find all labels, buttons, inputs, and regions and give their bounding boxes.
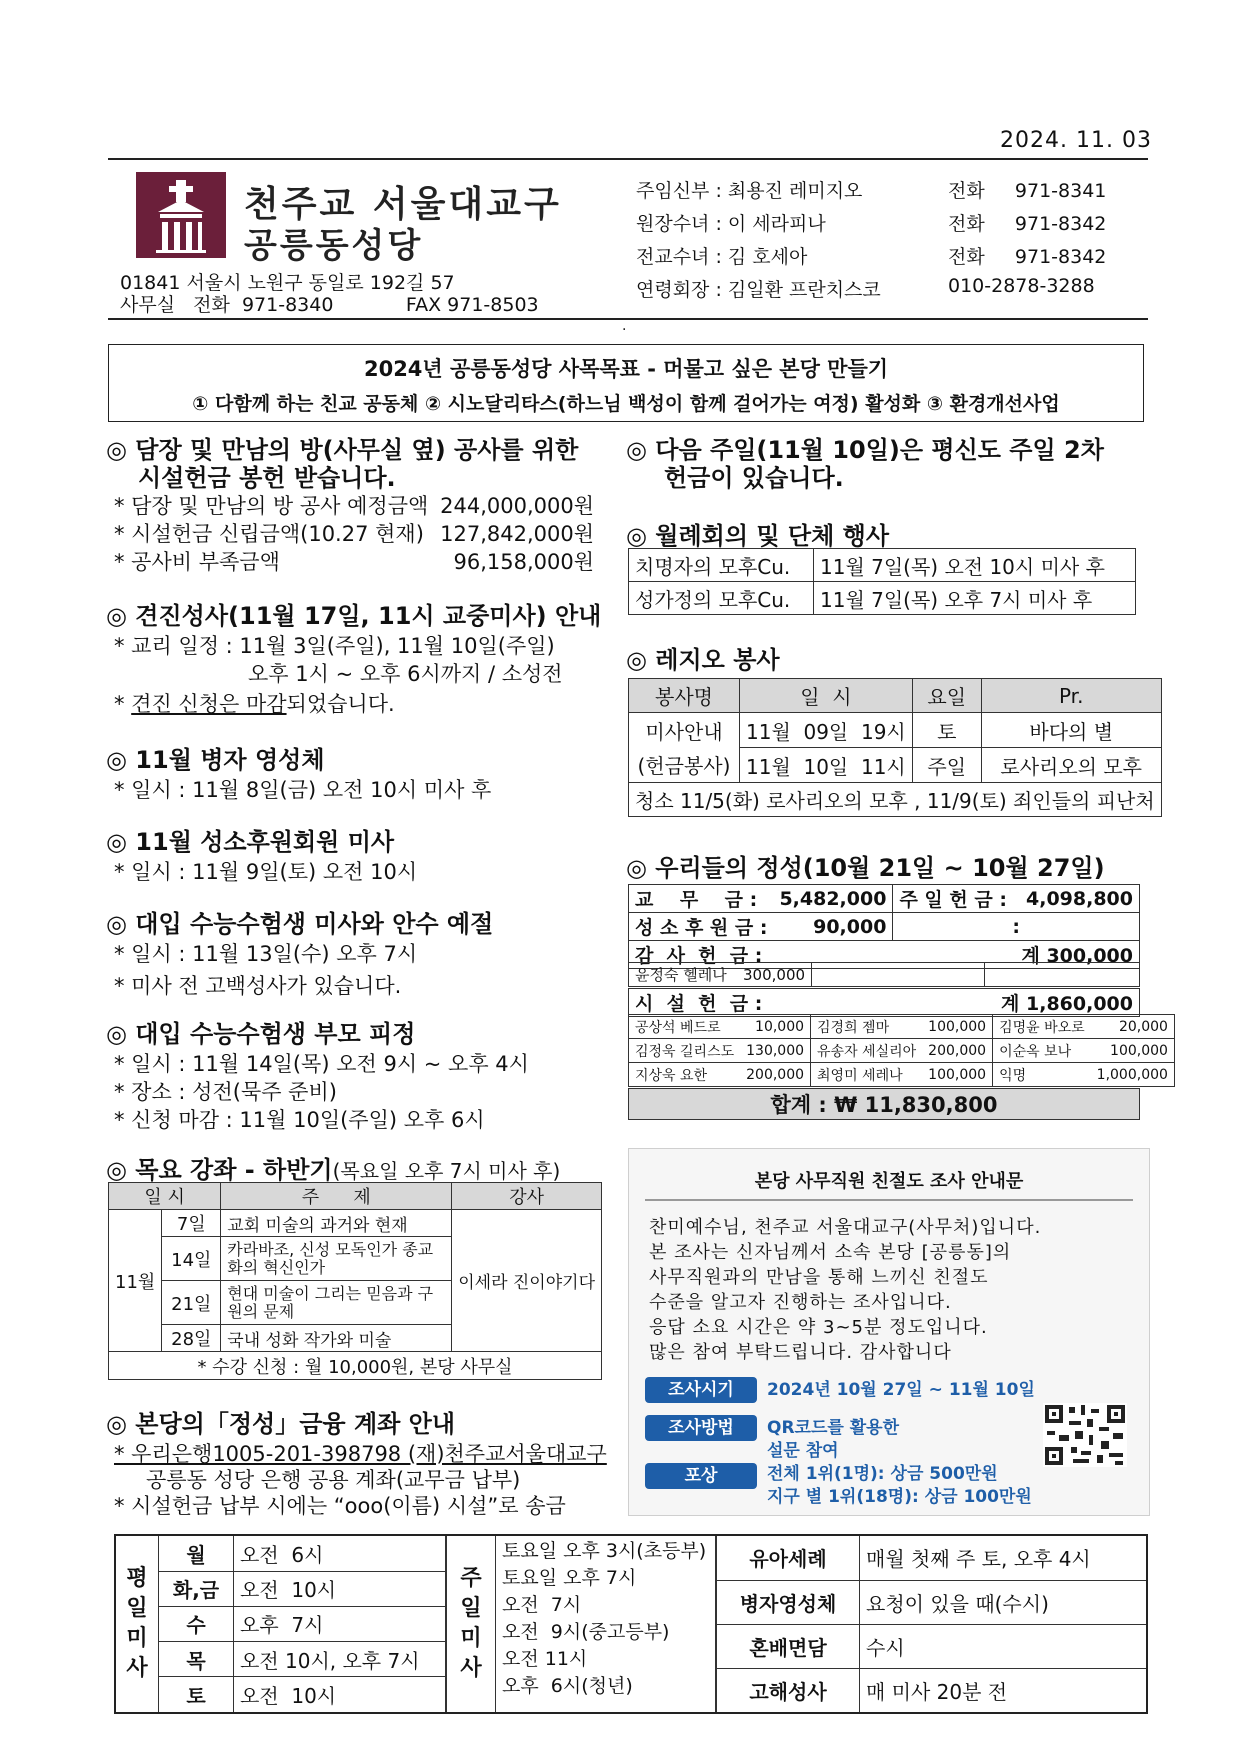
confirmation-closed: * 견진 신청은 마감되었습니다. — [114, 692, 395, 716]
legio-pr: 로사리오의 모후 — [981, 748, 1161, 783]
exam-mass-title: ◎ 대입 수능수험생 미사와 안수 예절 — [106, 910, 494, 938]
header-bottom-rule — [108, 318, 1148, 320]
pastoral-goal-box — [108, 344, 1144, 422]
cathedral-logo-icon — [136, 172, 226, 258]
sunday-mass-label: 주 일 미 사 — [447, 1536, 496, 1712]
separator-dot: . — [622, 318, 627, 334]
offering-total: 계 300,000 — [893, 941, 1140, 969]
weekday-day: 월 — [159, 1536, 234, 1571]
facility-donor-table — [628, 1014, 1175, 1087]
lecture-table — [108, 1182, 602, 1380]
donor-amount: 200,000 — [922, 1039, 992, 1063]
facility-offering-title: ◎ 담장 및 만남의 방(사무실 옆) 공사를 위한 — [106, 436, 579, 464]
confirmation-schedule: * 교리 일정 : 11월 3일(주일), 11월 10일(주일) — [114, 634, 555, 658]
legio-day: 주일 — [912, 748, 981, 783]
donor-name: 김경희 젬마 — [811, 1015, 923, 1039]
donor-name: 최영미 세레나 — [811, 1063, 923, 1087]
offering-grand-total: 합계 : ₩ 11,830,800 — [629, 1089, 1140, 1120]
lecture-head-lecturer: 강사 — [452, 1183, 602, 1210]
confirmation-time: 오후 1시 ~ 오후 6시까지 / 소성전 — [248, 662, 563, 686]
lecture-day: 7일 — [162, 1210, 221, 1237]
laity-sunday-title-2: 헌금이 있습니다. — [664, 464, 844, 492]
weekday-mass-label: 평 일 미 사 — [116, 1536, 159, 1712]
meeting-time: 11월 7일(목) 오전 10시 미사 후 — [814, 549, 1136, 582]
staff-row: 주임신부 : 최용진 레미지오 전화 971-8341 — [636, 180, 1107, 202]
donor-amount: 1,000,000 — [1091, 1063, 1175, 1087]
survey-title: 본당 사무직원 친절도 조사 안내문 — [754, 1171, 1024, 1192]
pastoral-goal-items: ① 다함께 하는 친교 공동체 ② 시노달리타스(하느님 백성이 함께 걸어가는 여정) 활성화 ③ 환경개선사업 — [192, 393, 1060, 415]
staff-row: 원장수녀 : 이 세라피나 전화 971-8342 — [636, 213, 1107, 235]
sick-communion-title: ◎ 11월 병자 영성체 — [106, 746, 325, 774]
facility-row: * 공사비 부족금액 96,158,000원 — [114, 550, 594, 574]
survey-prize: 전체 1위(1명): 상금 500만원 지구 별 1위(18명): 상금 100만원 — [767, 1464, 1032, 1507]
offering-label: 교 무 금 : — [629, 885, 774, 913]
offering-value: 5,482,000 — [773, 885, 892, 913]
donor-empty — [812, 963, 985, 987]
donor-name: 공상석 베드로 — [629, 1015, 741, 1039]
sunday-mass-times: 토요일 오후 3시(초등부) 토요일 오후 7시 오전 7시 오전 9시(중고등부) 오전 11시 오후 6시(청년) — [496, 1536, 716, 1712]
donor-empty — [985, 963, 1140, 987]
bulletin-date: 2024. 11. 03 — [1000, 128, 1152, 153]
lecture-topic: 교회 미술의 과거와 현재 — [221, 1210, 452, 1237]
facility-offering-title-2: 시설헌금 봉헌 받습니다. — [138, 464, 396, 492]
monthly-meeting-table — [628, 548, 1136, 615]
account-number: * 우리은행1005-201-398798 (재)천주교서울대교구 — [114, 1442, 607, 1466]
survey-prize-label: 포상 — [645, 1463, 757, 1489]
office-contact: 사무실 전화 971-8340 FAX 971-8503 — [120, 294, 539, 316]
weekday-day: 토 — [159, 1677, 234, 1712]
header-top-rule — [108, 158, 1148, 160]
offering-label: 성 소 후 원 금 : — [629, 913, 774, 941]
sacrament-value: 매 미사 20분 전 — [860, 1668, 1147, 1712]
meeting-group: 성가정의 모후Cu. — [629, 582, 814, 615]
legio-day: 토 — [912, 713, 981, 748]
donor-name: 지상욱 요한 — [629, 1063, 741, 1087]
donor-name: 김정욱 길리스도 — [629, 1039, 741, 1063]
weekday-time: 오전 6시 — [234, 1536, 446, 1571]
vocation-mass-title: ◎ 11월 성소후원회원 미사 — [106, 828, 395, 856]
offering-report-title: ◎ 우리들의 정성(10월 21일 ~ 10월 27일) — [626, 854, 1105, 882]
account-note: 공릉동 성당 은행 공용 계좌(교무금 납부) — [146, 1468, 521, 1492]
sacrament-value: 매월 첫째 주 토, 오후 4시 — [860, 1536, 1147, 1580]
legio-cleaning: 청소 11/5(화) 로사리오의 모후 , 11/9(토) 죄인들의 피난처 — [629, 783, 1162, 817]
parent-retreat-place: * 장소 : 성전(묵주 준비) — [114, 1080, 337, 1104]
lecture-head-date: 일 시 — [109, 1183, 221, 1210]
weekday-day: 수 — [159, 1606, 234, 1641]
lecture-month: 11월 — [109, 1210, 162, 1352]
survey-notice — [628, 1148, 1150, 1516]
offering-empty: : — [893, 913, 1140, 941]
legio-service-table — [628, 678, 1162, 817]
sacrament-label: 병자영성체 — [717, 1580, 860, 1624]
legio-head-pr: Pr. — [981, 679, 1161, 713]
staff-directory — [636, 176, 1148, 308]
weekday-time: 오전 10시, 오후 7시 — [234, 1642, 446, 1677]
thanks-donor-table — [628, 962, 1140, 987]
staff-row: 전교수녀 : 김 호세아 전화 971-8342 — [636, 246, 1107, 268]
survey-body: 찬미예수님, 천주교 서울대교구(사무처)입니다. 본 조사는 신자님께서 소속 본당 [공릉동]의 사무직원과의 만남을 통해 느끼신 친절도 수준을 알고자 진행하는 조사입니다. 응답 소요 시간은 약 3~5분 정도입니다. 많은 참여 부탁드립니다. 감사합니다 — [649, 1217, 1042, 1363]
offering-label: 감 사 헌 금 : — [629, 941, 893, 969]
donor-amount: 200,000 — [740, 1063, 810, 1087]
facility-row: * 담장 및 만남의 방 공사 예정금액 244,000,000원 — [114, 494, 594, 518]
survey-method-label: 조사방법 — [645, 1415, 757, 1441]
legio-head-time: 일 시 — [740, 679, 913, 713]
parent-retreat-deadline: * 신청 마감 : 11월 10일(주일) 오후 6시 — [114, 1108, 485, 1132]
donor-amount: 100,000 — [922, 1015, 992, 1039]
survey-method: QR코드를 활용한 설문 참여 — [767, 1418, 899, 1461]
sacrament-value: 수시 — [860, 1624, 1147, 1668]
lecture-day: 28일 — [162, 1325, 221, 1352]
donor-amount: 100,000 — [922, 1063, 992, 1087]
lecture-topic: 카라바조, 신성 모독인가 종교화의 혁신인가 — [221, 1237, 452, 1281]
offering-total: 계 1,860,000 — [880, 989, 1140, 1017]
weekday-mass-table — [116, 1536, 446, 1712]
sunday-mass-table — [446, 1536, 716, 1712]
donor-name: 김명윤 바오로 — [993, 1015, 1091, 1039]
monthly-meeting-title: ◎ 월례회의 및 단체 행사 — [626, 522, 890, 550]
sacrament-table — [716, 1536, 1146, 1712]
legio-time: 11월 10일 11시 — [740, 748, 913, 783]
donor-name: 익명 — [993, 1063, 1091, 1087]
sacrament-label: 혼배면담 — [717, 1624, 860, 1668]
survey-divider — [645, 1199, 1133, 1201]
address-line: 01841 서울시 노원구 동일로 192길 57 — [120, 272, 455, 294]
facility-offering-table — [628, 988, 1140, 1017]
lecture-topic: 국내 성화 작가와 미술 — [221, 1325, 452, 1352]
offering-total-table — [628, 1088, 1140, 1120]
legio-time: 11월 09일 19시 — [740, 713, 913, 748]
lecture-day: 21일 — [162, 1281, 221, 1325]
facility-row: * 시설헌금 신립금액(10.27 현재) 127,842,000원 — [114, 522, 594, 546]
vocation-mass-time: * 일시 : 11월 9일(토) 오전 10시 — [114, 860, 418, 884]
exam-mass-time: * 일시 : 11월 13일(수) 오후 7시 — [114, 942, 418, 966]
donor-amount: 10,000 — [740, 1015, 810, 1039]
donor-name: 유송자 세실리아 — [811, 1039, 923, 1063]
offering-value: 90,000 — [773, 913, 892, 941]
offering-value: 4,098,800 — [1013, 885, 1139, 913]
laity-sunday-title: ◎ 다음 주일(11월 10일)은 평신도 주일 2차 — [626, 436, 1104, 464]
offering-label: 주 일 헌 금 : — [893, 885, 1014, 913]
lecture-fee-note: * 수강 신청 : 월 10,000원, 본당 사무실 — [109, 1352, 602, 1380]
lecture-lecturer: 이세라 진이야기다 — [452, 1210, 602, 1352]
donor-amount: 300,000 — [737, 963, 812, 987]
weekday-time: 오전 10시 — [234, 1677, 446, 1712]
staff-row: 연령회장 : 김일환 프란치스코 010-2878-3288 — [636, 275, 1095, 301]
weekday-day: 화,금 — [159, 1571, 234, 1606]
donor-name: 윤정숙 헬레나 — [629, 963, 738, 987]
sacrament-label: 유아세례 — [717, 1536, 860, 1580]
survey-period-label: 조사시기 — [645, 1377, 757, 1403]
sick-communion-time: * 일시 : 11월 8일(금) 오전 10시 미사 후 — [114, 778, 492, 802]
legio-head-service: 봉사명 — [629, 679, 740, 713]
legio-service-title: ◎ 레지오 봉사 — [626, 646, 780, 674]
account-facility-note: * 시설헌금 납부 시에는 “ooo(이름) 시설”로 송금 — [114, 1494, 566, 1518]
offering-table — [628, 884, 1140, 969]
parent-retreat-title: ◎ 대입 수능수험생 부모 피정 — [106, 1020, 416, 1048]
thursday-lecture-title: ◎ 목요 강좌 - 하반기(목요일 오후 7시 미사 후) — [106, 1156, 561, 1184]
weekday-day: 목 — [159, 1642, 234, 1677]
mass-schedule — [114, 1534, 1148, 1714]
offering-label: 시 설 헌 금 : — [629, 989, 880, 1017]
legio-service-name: 미사안내 — [629, 713, 740, 748]
donor-name: 이순옥 보나 — [993, 1039, 1091, 1063]
qr-code-icon[interactable] — [1043, 1403, 1127, 1467]
donor-amount: 100,000 — [1091, 1039, 1175, 1063]
legio-pr: 바다의 별 — [981, 713, 1161, 748]
account-title: ◎ 본당의「정성」금융 계좌 안내 — [106, 1410, 456, 1438]
donor-amount: 20,000 — [1091, 1015, 1175, 1039]
confirmation-title: ◎ 견진성사(11월 17일, 11시 교중미사) 안내 — [106, 602, 602, 630]
meeting-time: 11월 7일(목) 오후 7시 미사 후 — [814, 582, 1136, 615]
parish-title: 공릉동성당 — [244, 226, 424, 266]
sacrament-label: 고해성사 — [717, 1668, 860, 1712]
legio-service-name-2: (헌금봉사) — [629, 748, 740, 783]
pastoral-goal-title: 2024년 공릉동성당 사목목표 - 머물고 싶은 본당 만들기 — [363, 357, 889, 381]
parent-retreat-time: * 일시 : 11월 14일(목) 오전 9시 ~ 오후 4시 — [114, 1052, 529, 1076]
weekday-time: 오후 7시 — [234, 1606, 446, 1641]
exam-mass-confession: * 미사 전 고백성사가 있습니다. — [114, 974, 402, 998]
donor-amount: 130,000 — [740, 1039, 810, 1063]
lecture-day: 14일 — [162, 1237, 221, 1281]
survey-period: 2024년 10월 27일 ~ 11월 10일 — [767, 1380, 1035, 1400]
parish-address — [120, 272, 539, 316]
sacrament-value: 요청이 있을 때(수시) — [860, 1580, 1147, 1624]
lecture-head-topic: 주 제 — [221, 1183, 452, 1210]
lecture-topic: 현대 미술이 그리는 믿음과 구원의 문제 — [221, 1281, 452, 1325]
diocese-title: 천주교 서울대교구 — [244, 184, 562, 225]
meeting-group: 치명자의 모후Cu. — [629, 549, 814, 582]
weekday-time: 오전 10시 — [234, 1571, 446, 1606]
legio-head-day: 요일 — [912, 679, 981, 713]
